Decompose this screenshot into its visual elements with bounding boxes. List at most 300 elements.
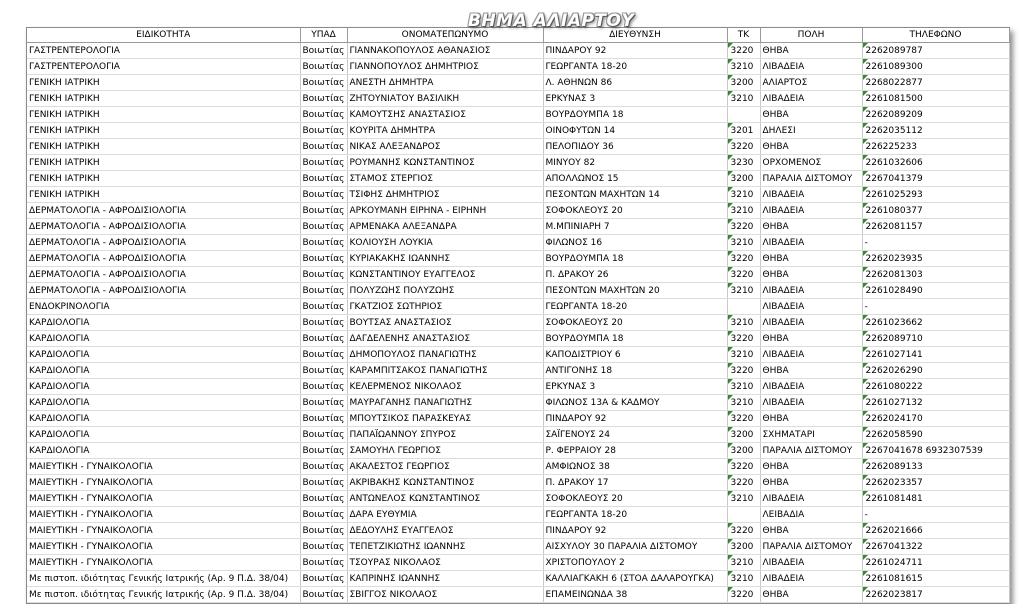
cell-text: 2262026290 [865,365,923,376]
cell-specialty[interactable]: ΓΑΣΤΡΕΝΤΕΡΟΛΟΓΙΑ [27,43,300,59]
cell-region[interactable]: Βοιωτίας [300,123,347,139]
cell-region[interactable]: Βοιωτίας [300,555,347,571]
cell-name[interactable]: ΣΑΜΟΥΗΛ ΓΕΩΡΓΙΟΣ [347,443,543,459]
cell-phone[interactable] [862,411,1009,427]
error-indicator-icon [728,75,733,80]
cell-address[interactable]: ΒΟΥΡΔΟΥΜΠΑ 18 [543,331,727,347]
cell-specialty[interactable]: ΔΕΡΜΑΤΟΛΟΓΙΑ - ΑΦΡΟΔΙΣΙΟΛΟΓΙΑ [27,267,300,283]
cell-postcode[interactable] [727,379,760,395]
cell-region[interactable]: Βοιωτίας [300,491,347,507]
cell-address[interactable]: ΚΑΠΟΔΙΣΤΡΙΟΥ 6 [543,347,727,363]
cell-phone[interactable]: - [862,299,1009,315]
cell-name[interactable]: ΚΑΠΡΙΝΗΣ ΙΩΑΝΝΗΣ [347,571,543,587]
cell-phone[interactable] [862,43,1009,59]
cell-region[interactable]: Βοιωτίας [300,507,347,523]
cell-city[interactable]: ΛΙΒΑΔΕΙΑ [760,379,862,395]
cell-name[interactable]: ΠΟΛΥΖΩΗΣ ΠΟΛΥΖΩΗΣ [347,283,543,299]
cell-region[interactable]: Βοιωτίας [300,475,347,491]
cell-city[interactable]: ΛΙΒΑΔΕΙΑ [760,315,862,331]
cell-region[interactable]: Βοιωτίας [300,59,347,75]
cell-region[interactable]: Βοιωτίας [300,43,347,59]
cell-specialty[interactable]: Με πιστοπ. ιδιότητας Γενικής Ιατρικής (Αρ. 9 Π.Δ. 38/04) [27,587,300,603]
cell-region[interactable]: Βοιωτίας [300,411,347,427]
cell-region[interactable]: Βοιωτίας [300,523,347,539]
cell-name[interactable]: ΜΑΥΡΑΓΑΝΗΣ ΠΑΝΑΓΙΩΤΗΣ [347,395,543,411]
cell-postcode[interactable] [727,43,760,59]
cell-phone[interactable] [862,555,1009,571]
cell-region[interactable]: Βοιωτίας [300,267,347,283]
cell-phone[interactable] [862,283,1009,299]
cell-address[interactable]: ΓΕΩΡΓΑΝΤΑ 18-20 [543,299,727,315]
cell-phone[interactable] [862,587,1009,603]
cell-city[interactable]: ΛΙΒΑΔΕΙΑ [760,187,862,203]
cell-address[interactable]: ΠΕΣΟΝΤΩΝ ΜΑΧΗΤΩΝ 20 [543,283,727,299]
cell-phone[interactable] [862,123,1009,139]
cell-city[interactable]: ΣΧΗΜΑΤΑΡΙ [760,427,862,443]
cell-city[interactable]: ΛΙΒΑΔΕΙΑ [760,491,862,507]
cell-address[interactable]: ΠΙΝΔΑΡΟΥ 92 [543,523,727,539]
cell-city[interactable]: ΘΗΒΑ [760,43,862,59]
cell-specialty[interactable]: ΚΑΡΔΙΟΛΟΓΙΑ [27,347,300,363]
cell-phone[interactable] [862,443,1009,459]
cell-phone[interactable] [862,107,1009,123]
cell-postcode[interactable] [727,299,760,315]
cell-postcode[interactable] [727,443,760,459]
cell-name[interactable]: ΣΒΙΓΓΟΣ ΝΙΚΟΛΑΟΣ [347,587,543,603]
cell-address[interactable]: Μ.ΜΠΙΝΙΑΡΗ 7 [543,219,727,235]
cell-name[interactable]: ΔΕΔΟΥΛΗΣ ΕΥΑΓΓΕΛΟΣ [347,523,543,539]
cell-phone[interactable] [862,251,1009,267]
cell-address[interactable]: ΜΙΝΥΟΥ 82 [543,155,727,171]
cell-specialty[interactable]: ΓΕΝΙΚΗ ΙΑΤΡΙΚΗ [27,155,300,171]
cell-address[interactable]: ΣΟΦΟΚΛΕΟΥΣ 20 [543,203,727,219]
cell-postcode[interactable] [727,59,760,75]
cell-region[interactable]: Βοιωτίας [300,459,347,475]
cell-name[interactable]: ΔΑΓΔΕΛΕΝΗΣ ΑΝΑΣΤΑΣΙΟΣ [347,331,543,347]
cell-phone[interactable] [862,219,1009,235]
cell-region[interactable]: Βοιωτίας [300,395,347,411]
cell-name[interactable]: ΚΑΜΟΥΤΣΗΣ ΑΝΑΣΤΑΣΙΟΣ [347,107,543,123]
cell-region[interactable]: Βοιωτίας [300,283,347,299]
cell-phone[interactable] [862,475,1009,491]
cell-address[interactable]: ΦΙΛΩΝΟΣ 16 [543,235,727,251]
cell-text: 2262021666 [865,525,923,536]
table-row[interactable] [27,475,1009,491]
cell-phone[interactable] [862,331,1009,347]
cell-name[interactable]: ΠΑΠΑΪΩΑΝΝΟΥ ΣΠΥΡΟΣ [347,427,543,443]
cell-name[interactable]: ΚΥΡΙΑΚΑΚΗΣ ΙΩΑΝΝΗΣ [347,251,543,267]
cell-address[interactable]: Ρ. ΦΕΡΡΑΙΟΥ 28 [543,443,727,459]
cell-specialty[interactable]: ΚΑΡΔΙΟΛΟΓΙΑ [27,363,300,379]
cell-specialty[interactable]: ΚΑΡΔΙΟΛΟΓΙΑ [27,411,300,427]
cell-region[interactable]: Βοιωτίας [300,315,347,331]
cell-phone[interactable] [862,267,1009,283]
table-row[interactable] [27,155,1009,171]
table-row[interactable] [27,75,1009,91]
cell-city[interactable]: ΘΗΒΑ [760,267,862,283]
error-indicator-icon [728,587,733,592]
cell-name[interactable]: ΑΚΡΙΒΑΚΗΣ ΚΩΝΣΤΑΝΤΙΝΟΣ [347,475,543,491]
cell-specialty[interactable]: ΜΑΙΕΥΤΙΚΗ - ΓΥΝΑΙΚΟΛΟΓΙΑ [27,507,300,523]
header-phone[interactable]: ΤΗΛΕΦΩΝΟ [862,28,1009,43]
cell-address[interactable]: ΕΡΚΥΝΑΣ 3 [543,379,727,395]
cell-postcode[interactable] [727,475,760,491]
table-row[interactable] [27,187,1009,203]
cell-postcode[interactable] [727,539,760,555]
cell-phone[interactable] [862,139,1009,155]
cell-name[interactable]: ΤΣΟΥΡΑΣ ΝΙΚΟΛΑΟΣ [347,555,543,571]
table-row[interactable] [27,555,1009,571]
cell-region[interactable]: Βοιωτίας [300,379,347,395]
cell-phone[interactable] [862,75,1009,91]
cell-address[interactable]: Π. ΔΡΑΚΟΥ 17 [543,475,727,491]
cell-address[interactable]: ΕΡΚΥΝΑΣ 3 [543,91,727,107]
cell-city[interactable]: ΛΙΒΑΔΕΙΑ [760,283,862,299]
table-row[interactable] [27,379,1009,395]
table-row[interactable] [27,203,1009,219]
cell-phone[interactable] [862,491,1009,507]
cell-postcode[interactable] [727,491,760,507]
table-row[interactable] [27,459,1009,475]
cell-region[interactable]: Βοιωτίας [300,203,347,219]
cell-postcode[interactable] [727,555,760,571]
cell-postcode[interactable] [727,459,760,475]
cell-phone[interactable] [862,523,1009,539]
cell-address[interactable]: ΑΝΤΙΓΟΝΗΣ 18 [543,363,727,379]
cell-name[interactable]: ΜΠΟΥΤΣΙΚΟΣ ΠΑΡΑΣΚΕΥΑΣ [347,411,543,427]
table-row[interactable] [27,571,1009,587]
table-row[interactable] [27,363,1009,379]
header-name[interactable]: ΟΝΟΜΑΤΕΠΩΝΥΜΟ [347,28,543,43]
cell-city[interactable]: ΔΗΛΕΣΙ [760,123,862,139]
table-row[interactable] [27,251,1009,267]
cell-specialty[interactable]: ΚΑΡΔΙΟΛΟΓΙΑ [27,395,300,411]
cell-address[interactable]: ΚΑΛΛΙΑΓΚΑΚΗ 6 (ΣΤΟΑ ΔΑΛΑΡΟΥΓΚΑ) [543,571,727,587]
cell-specialty[interactable]: ΚΑΡΔΙΟΛΟΓΙΑ [27,331,300,347]
cell-region[interactable]: Βοιωτίας [300,587,347,603]
cell-phone[interactable] [862,539,1009,555]
cell-address[interactable]: ΑΙΣΧΥΛΟΥ 30 ΠΑΡΑΛΙΑ ΔΙΣΤΟΜΟΥ [543,539,727,555]
cell-phone[interactable]: - [862,507,1009,523]
table-row[interactable] [27,267,1009,283]
cell-name[interactable]: ΒΟΥΤΣΑΣ ΑΝΑΣΤΑΣΙΟΣ [347,315,543,331]
cell-specialty[interactable]: ΔΕΡΜΑΤΟΛΟΓΙΑ - ΑΦΡΟΔΙΣΙΟΛΟΓΙΑ [27,219,300,235]
header-address[interactable]: ΔΙΕΥΘΥΝΣΗ [543,28,727,43]
cell-address[interactable]: ΒΟΥΡΔΟΥΜΠΑ 18 [543,251,727,267]
cell-postcode[interactable] [727,347,760,363]
cell-specialty[interactable]: ΓΕΝΙΚΗ ΙΑΤΡΙΚΗ [27,187,300,203]
cell-address[interactable]: ΠΙΝΔΑΡΟΥ 92 [543,411,727,427]
cell-name[interactable]: ΡΟΥΜΑΝΗΣ ΚΩΝΣΤΑΝΤΙΝΟΣ [347,155,543,171]
table-row[interactable] [27,331,1009,347]
cell-address[interactable]: ΒΟΥΡΔΟΥΜΠΑ 18 [543,107,727,123]
cell-specialty[interactable]: ΚΑΡΔΙΟΛΟΓΙΑ [27,427,300,443]
cell-region[interactable]: Βοιωτίας [300,187,347,203]
cell-postcode[interactable] [727,507,760,523]
cell-phone[interactable] [862,379,1009,395]
cell-region[interactable]: Βοιωτίας [300,347,347,363]
cell-address[interactable]: ΠΙΝΔΑΡΟΥ 92 [543,43,727,59]
cell-postcode[interactable] [727,571,760,587]
cell-name[interactable]: ΓΚΑΤΖΙΟΣ ΣΩΤΗΡΙΟΣ [347,299,543,315]
header-region[interactable]: ΥΠΑΔ [300,28,347,43]
cell-specialty[interactable]: ΜΑΙΕΥΤΙΚΗ - ΓΥΝΑΙΚΟΛΟΓΙΑ [27,491,300,507]
cell-name[interactable]: ΑΝΤΩΝΕΛΟΣ ΚΩΝΣΤΑΝΤΙΝΟΣ [347,491,543,507]
cell-phone[interactable] [862,171,1009,187]
cell-specialty[interactable]: ΓΑΣΤΡΕΝΤΕΡΟΛΟΓΙΑ [27,59,300,75]
cell-text: 3210 [730,205,754,216]
cell-city[interactable]: ΘΗΒΑ [760,411,862,427]
cell-name[interactable]: ΚΕΛΕΡΜΕΝΟΣ ΝΙΚΟΛΑΟΣ [347,379,543,395]
cell-name[interactable]: ΓΙΑΝΝΑΚΟΠΟΥΛΟΣ ΑΘΑΝΑΣΙΟΣ [347,43,543,59]
cell-specialty[interactable]: ΔΕΡΜΑΤΟΛΟΓΙΑ - ΑΦΡΟΔΙΣΙΟΛΟΓΙΑ [27,283,300,299]
cell-postcode[interactable] [727,187,760,203]
cell-name[interactable]: ΤΕΠΕΤΖΙΚΙΩΤΗΣ ΙΩΑΝΝΗΣ [347,539,543,555]
cell-phone[interactable] [862,203,1009,219]
cell-name[interactable]: ΑΚΑΛΕΣΤΟΣ ΓΕΩΡΓΙΟΣ [347,459,543,475]
cell-postcode[interactable] [727,331,760,347]
cell-phone[interactable] [862,155,1009,171]
table-row[interactable] [27,171,1009,187]
cell-name[interactable]: ΣΤΑΜΟΣ ΣΤΕΡΓΙΟΣ [347,171,543,187]
cell-postcode[interactable] [727,283,760,299]
cell-specialty[interactable]: ΔΕΡΜΑΤΟΛΟΓΙΑ - ΑΦΡΟΔΙΣΙΟΛΟΓΙΑ [27,203,300,219]
header-postcode[interactable]: ΤΚ [727,28,760,43]
cell-specialty[interactable]: ΜΑΙΕΥΤΙΚΗ - ΓΥΝΑΙΚΟΛΟΓΙΑ [27,475,300,491]
cell-city[interactable]: ΠΑΡΑΛΙΑ ΔΙΣΤΟΜΟΥ [760,539,862,555]
table-row[interactable] [27,507,1009,523]
cell-city[interactable]: ΛΕΙΒΑΔΙΑ [760,507,862,523]
cell-specialty[interactable]: ΔΕΡΜΑΤΟΛΟΓΙΑ - ΑΦΡΟΔΙΣΙΟΛΟΓΙΑ [27,235,300,251]
table-row[interactable] [27,427,1009,443]
cell-postcode[interactable] [727,123,760,139]
cell-city[interactable]: ΟΡΧΟΜΕΝΟΣ [760,155,862,171]
cell-address[interactable]: ΧΡΙΣΤΟΠΟΥΛΟΥ 2 [543,555,727,571]
table-row[interactable] [27,491,1009,507]
table-row[interactable] [27,299,1009,315]
table-row[interactable] [27,91,1009,107]
cell-city[interactable]: ΛΙΒΑΔΕΙΑ [760,347,862,363]
cell-name[interactable]: ΓΙΑΝΝΟΠΟΥΛΟΣ ΔΗΜΗΤΡΙΟΣ [347,59,543,75]
cell-address[interactable]: ΑΜΦΙΩΝΟΣ 38 [543,459,727,475]
cell-city[interactable]: ΛΙΒΑΔΕΙΑ [760,59,862,75]
cell-text: 2261089300 [865,61,923,72]
cell-region[interactable]: Βοιωτίας [300,171,347,187]
table-row[interactable] [27,107,1009,123]
cell-city[interactable]: ΛΙΒΑΔΕΙΑ [760,235,862,251]
cell-specialty[interactable]: ΜΑΙΕΥΤΙΚΗ - ΓΥΝΑΙΚΟΛΟΓΙΑ [27,459,300,475]
cell-postcode[interactable] [727,395,760,411]
table-row[interactable] [27,411,1009,427]
cell-city[interactable]: ΘΗΒΑ [760,459,862,475]
cell-postcode[interactable] [727,251,760,267]
cell-city[interactable]: ΘΗΒΑ [760,139,862,155]
cell-region[interactable]: Βοιωτίας [300,155,347,171]
table-row[interactable] [27,235,1009,251]
cell-address[interactable]: ΠΕΛΟΠΙΔΟΥ 36 [543,139,727,155]
cell-specialty[interactable]: Με πιστοπ. ιδιότητας Γενικής Ιατρικής (Αρ. 9 Π.Δ. 38/04) [27,571,300,587]
cell-city[interactable]: ΘΗΒΑ [760,331,862,347]
cell-postcode[interactable] [727,155,760,171]
cell-address[interactable]: ΦΙΛΩΝΟΣ 13Α & ΚΑΔΜΟΥ [543,395,727,411]
cell-phone[interactable] [862,59,1009,75]
cell-name[interactable]: ΚΑΡΑΜΠΙΤΣΑΚΟΣ ΠΑΝΑΓΙΩΤΗΣ [347,363,543,379]
cell-text: 2261025293 [865,189,923,200]
cell-specialty[interactable]: ΜΑΙΕΥΤΙΚΗ - ΓΥΝΑΙΚΟΛΟΓΙΑ [27,555,300,571]
cell-text: 3210 [730,557,754,568]
cell-name[interactable]: ΑΡΜΕΝΑΚΑ ΑΛΕΞΑΝΔΡΑ [347,219,543,235]
table-row[interactable] [27,315,1009,331]
cell-specialty[interactable]: ΜΑΙΕΥΤΙΚΗ - ΓΥΝΑΙΚΟΛΟΓΙΑ [27,539,300,555]
cell-postcode[interactable] [727,235,760,251]
cell-address[interactable]: ΑΠΟΛΛΩΝΟΣ 15 [543,171,727,187]
cell-specialty[interactable]: ΓΕΝΙΚΗ ΙΑΤΡΙΚΗ [27,107,300,123]
cell-postcode[interactable] [727,267,760,283]
cell-city[interactable]: ΠΑΡΑΛΙΑ ΔΙΣΤΟΜΟΥ [760,171,862,187]
table-row[interactable] [27,123,1009,139]
cell-name[interactable]: ΔΑΡΑ ΕΥΘΥΜΙΑ [347,507,543,523]
cell-address[interactable]: Λ. ΑΘΗΝΩΝ 86 [543,75,727,91]
cell-specialty[interactable]: ΚΑΡΔΙΟΛΟΓΙΑ [27,379,300,395]
cell-name[interactable]: ΖΗΤΟΥΝΙΑΤΟΥ ΒΑΣΙΛΙΚΗ [347,91,543,107]
cell-phone[interactable] [862,571,1009,587]
cell-postcode[interactable] [727,139,760,155]
cell-address[interactable]: ΣΟΦΟΚΛΕΟΥΣ 20 [543,491,727,507]
cell-city[interactable]: ΘΗΒΑ [760,219,862,235]
error-indicator-icon [728,395,733,400]
cell-postcode[interactable] [727,363,760,379]
cell-region[interactable]: Βοιωτίας [300,571,347,587]
cell-postcode[interactable] [727,523,760,539]
cell-region[interactable]: Βοιωτίας [300,219,347,235]
cell-phone[interactable] [862,363,1009,379]
cell-postcode[interactable] [727,587,760,603]
cell-text: 3210 [730,61,754,72]
cell-address[interactable]: ΕΠΑΜΕΙΝΩΝΔΑ 38 [543,587,727,603]
cell-name[interactable]: ΑΡΚΟΥΜΑΝΗ ΕΙΡΗΝΑ - ΕΙΡΗΝΗ [347,203,543,219]
cell-region[interactable]: Βοιωτίας [300,75,347,91]
cell-region[interactable]: Βοιωτίας [300,427,347,443]
cell-phone[interactable] [862,187,1009,203]
cell-region[interactable]: Βοιωτίας [300,107,347,123]
table-row[interactable] [27,347,1009,363]
cell-name[interactable]: ΚΩΝΣΤΑΝΤΙΝΟΥ ΕΥΑΓΓΕΛΟΣ [347,267,543,283]
table-row[interactable] [27,219,1009,235]
cell-phone[interactable] [862,395,1009,411]
cell-specialty[interactable]: ΓΕΝΙΚΗ ΙΑΤΡΙΚΗ [27,123,300,139]
cell-phone[interactable] [862,427,1009,443]
cell-name[interactable]: ΚΟΥΡΙΤΑ ΔΗΜΗΤΡΑ [347,123,543,139]
cell-name[interactable]: ΚΟΛΙΟΥΣΗ ΛΟΥΚΙΑ [347,235,543,251]
cell-address[interactable]: ΟΙΝΟΦΥΤΩΝ 14 [543,123,727,139]
cell-region[interactable]: Βοιωτίας [300,299,347,315]
table-row[interactable] [27,443,1009,459]
cell-postcode[interactable] [727,203,760,219]
cell-specialty[interactable]: ΓΕΝΙΚΗ ΙΑΤΡΙΚΗ [27,75,300,91]
cell-specialty[interactable]: ΓΕΝΙΚΗ ΙΑΤΡΙΚΗ [27,139,300,155]
cell-phone[interactable] [862,347,1009,363]
cell-city[interactable]: ΛΙΒΑΔΕΙΑ [760,555,862,571]
cell-postcode[interactable] [727,411,760,427]
cell-region[interactable]: Βοιωτίας [300,363,347,379]
table-row[interactable] [27,587,1009,603]
cell-postcode[interactable] [727,219,760,235]
cell-city[interactable]: ΘΗΒΑ [760,107,862,123]
cell-address[interactable]: ΓΕΩΡΓΑΝΤΑ 18-20 [543,59,727,75]
cell-postcode[interactable] [727,91,760,107]
cell-specialty[interactable]: ΓΕΝΙΚΗ ΙΑΤΡΙΚΗ [27,91,300,107]
cell-city[interactable]: ΘΗΒΑ [760,363,862,379]
cell-city[interactable]: ΘΗΒΑ [760,523,862,539]
table-row[interactable] [27,43,1009,59]
cell-region[interactable]: Βοιωτίας [300,331,347,347]
cell-phone[interactable] [862,91,1009,107]
cell-phone[interactable]: - [862,235,1009,251]
cell-postcode[interactable] [727,75,760,91]
header-specialty[interactable]: ΕΙΔΙΚΟΤΗΤΑ [27,28,300,43]
cell-name[interactable]: ΝΙΚΑΣ ΑΛΕΞΑΝΔΡΟΣ [347,139,543,155]
cell-city[interactable]: ΛΙΒΑΔΕΙΑ [760,91,862,107]
cell-postcode[interactable] [727,107,760,123]
cell-city[interactable]: ΛΙΒΑΔΕΙΑ [760,571,862,587]
cell-phone[interactable] [862,315,1009,331]
cell-region[interactable]: Βοιωτίας [300,539,347,555]
cell-name[interactable]: ΔΗΜΟΠΟΥΛΟΣ ΠΑΝΑΓΙΩΤΗΣ [347,347,543,363]
table-row[interactable] [27,283,1009,299]
cell-city[interactable]: ΛΙΒΑΔΕΙΑ [760,203,862,219]
cell-region[interactable]: Βοιωτίας [300,91,347,107]
cell-specialty[interactable]: ΜΑΙΕΥΤΙΚΗ - ΓΥΝΑΙΚΟΛΟΓΙΑ [27,523,300,539]
cell-address[interactable]: Π. ΔΡΑΚΟΥ 26 [543,267,727,283]
table-row[interactable] [27,139,1009,155]
cell-phone[interactable] [862,459,1009,475]
table-row[interactable] [27,539,1009,555]
cell-postcode[interactable] [727,427,760,443]
error-indicator-icon [863,363,868,368]
cell-region[interactable]: Βοιωτίας [300,235,347,251]
cell-region[interactable]: Βοιωτίας [300,443,347,459]
cell-city[interactable]: ΛΙΒΑΔΕΙΑ [760,395,862,411]
error-indicator-icon [728,427,733,432]
cell-city[interactable]: ΑΛΙΑΡΤΟΣ [760,75,862,91]
cell-region[interactable]: Βοιωτίας [300,139,347,155]
cell-city[interactable]: ΠΑΡΑΛΙΑ ΔΙΣΤΟΜΟΥ [760,443,862,459]
cell-address[interactable]: ΓΕΩΡΓΑΝΤΑ 18-20 [543,507,727,523]
cell-address[interactable]: ΣΟΦΟΚΛΕΟΥΣ 20 [543,315,727,331]
table-row[interactable] [27,395,1009,411]
cell-region[interactable]: Βοιωτίας [300,251,347,267]
cell-city[interactable]: ΘΗΒΑ [760,587,862,603]
cell-postcode[interactable] [727,315,760,331]
cell-address[interactable]: ΠΕΣΟΝΤΩΝ ΜΑΧΗΤΩΝ 14 [543,187,727,203]
cell-specialty[interactable]: ΚΑΡΔΙΟΛΟΓΙΑ [27,443,300,459]
cell-specialty[interactable]: ΚΑΡΔΙΟΛΟΓΙΑ [27,315,300,331]
table-row[interactable] [27,523,1009,539]
cell-address[interactable]: ΣΑΪΓΕΝΟΥΣ 24 [543,427,727,443]
cell-city[interactable]: ΘΗΒΑ [760,251,862,267]
cell-name[interactable]: ΑΝΕΣΤΗ ΔΗΜΗΤΡΑ [347,75,543,91]
cell-name[interactable]: ΤΣΙΦΗΣ ΔΗΜΗΤΡΙΟΣ [347,187,543,203]
cell-postcode[interactable] [727,171,760,187]
cell-specialty[interactable]: ΕΝΔΟΚΡΙΝΟΛΟΓΙΑ [27,299,300,315]
table-row[interactable] [27,59,1009,75]
cell-city[interactable]: ΘΗΒΑ [760,475,862,491]
header-city[interactable]: ΠΟΛΗ [760,28,862,43]
cell-specialty[interactable]: ΓΕΝΙΚΗ ΙΑΤΡΙΚΗ [27,171,300,187]
cell-city[interactable]: ΛΙΒΑΔΕΙΑ [760,299,862,315]
cell-specialty[interactable]: ΔΕΡΜΑΤΟΛΟΓΙΑ - ΑΦΡΟΔΙΣΙΟΛΟΓΙΑ [27,251,300,267]
cell-text: 2262024170 [865,413,923,424]
